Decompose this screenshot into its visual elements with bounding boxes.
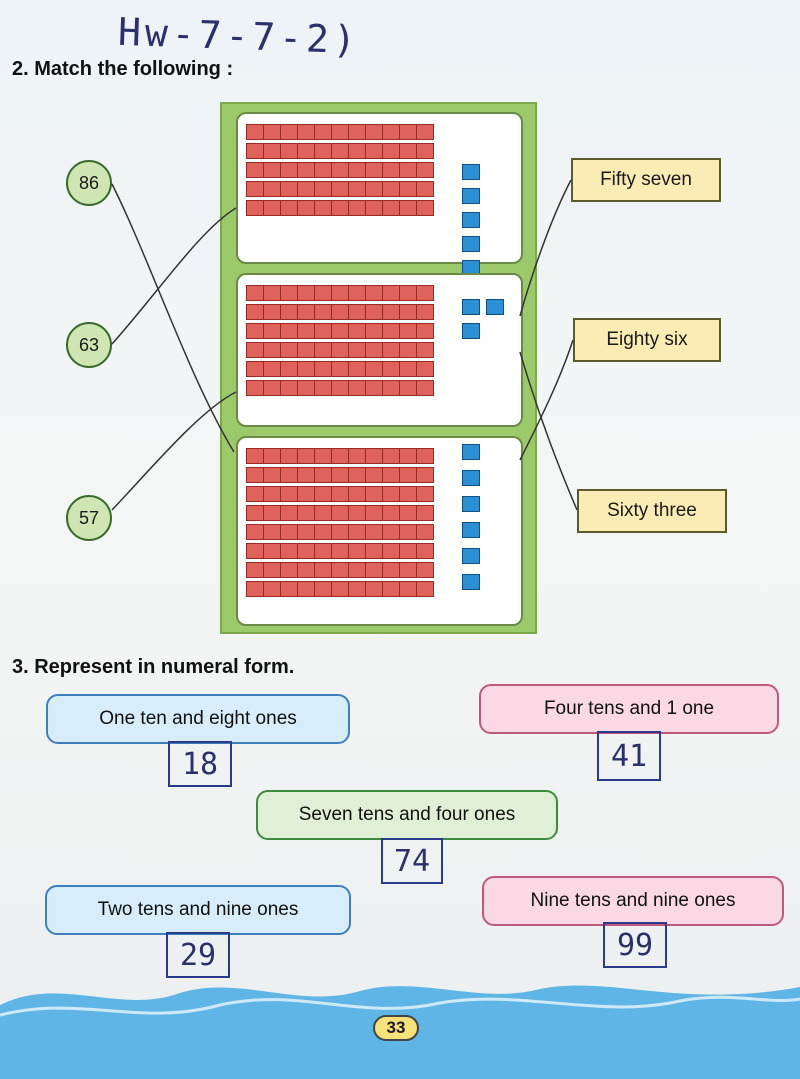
- unit-cube: [462, 444, 480, 460]
- tens-rod: [246, 380, 434, 396]
- section-2-title: 2. Match the following :: [12, 58, 234, 80]
- tens-rod: [246, 486, 434, 502]
- block-group-63: [236, 273, 523, 427]
- unit-cube: [462, 548, 480, 564]
- unit-cube: [462, 522, 480, 538]
- tens-rod: [246, 200, 434, 216]
- unit-cube: [462, 323, 480, 339]
- unit-cube: [462, 236, 480, 252]
- tens-rod: [246, 361, 434, 377]
- prompt-one-ten-eight-ones: One ten and eight ones: [46, 694, 350, 744]
- number-circle-63[interactable]: 63: [66, 322, 112, 368]
- tens-rod: [246, 448, 434, 464]
- block-group-57: [236, 112, 523, 264]
- tens-rod: [246, 562, 434, 578]
- tens-rod: [246, 124, 434, 140]
- tens-rod: [246, 524, 434, 540]
- answer-box-41[interactable]: 41: [597, 731, 661, 781]
- tens-rod: [246, 304, 434, 320]
- number-circle-57[interactable]: 57: [66, 495, 112, 541]
- tens-rod: [246, 143, 434, 159]
- tens-rod: [246, 342, 434, 358]
- section-3-title: 3. Represent in numeral form.: [12, 656, 295, 678]
- answer-box-29[interactable]: 29: [166, 932, 230, 978]
- handwritten-note: Hw-7-7-2): [117, 9, 361, 63]
- number-circle-86[interactable]: 86: [66, 160, 112, 206]
- unit-cube: [462, 470, 480, 486]
- unit-cube: [462, 496, 480, 512]
- word-box-eighty-six[interactable]: Eighty six: [573, 318, 721, 362]
- tens-rod: [246, 323, 434, 339]
- answer-box-99[interactable]: 99: [603, 922, 667, 968]
- unit-cube: [486, 299, 504, 315]
- tens-rod: [246, 505, 434, 521]
- word-box-fifty-seven[interactable]: Fifty seven: [571, 158, 721, 202]
- answer-box-74[interactable]: 74: [381, 838, 443, 884]
- tens-rod: [246, 467, 434, 483]
- prompt-two-tens-nine-ones: Two tens and nine ones: [45, 885, 351, 935]
- base-ten-blocks-panel: [220, 102, 537, 634]
- unit-cube: [462, 188, 480, 204]
- tens-rod: [246, 543, 434, 559]
- tens-rod: [246, 581, 434, 597]
- unit-cube: [462, 212, 480, 228]
- block-group-86: [236, 436, 523, 626]
- prompt-nine-tens-nine-ones: Nine tens and nine ones: [482, 876, 784, 926]
- unit-cube: [462, 574, 480, 590]
- answer-box-18[interactable]: 18: [168, 741, 232, 787]
- page-number: 33: [373, 1015, 419, 1041]
- prompt-four-tens-one: Four tens and 1 one: [479, 684, 779, 734]
- word-box-sixty-three[interactable]: Sixty three: [577, 489, 727, 533]
- unit-cube: [462, 164, 480, 180]
- unit-cube: [462, 299, 480, 315]
- prompt-seven-tens-four-ones: Seven tens and four ones: [256, 790, 558, 840]
- tens-rod: [246, 162, 434, 178]
- tens-rod: [246, 181, 434, 197]
- tens-rod: [246, 285, 434, 301]
